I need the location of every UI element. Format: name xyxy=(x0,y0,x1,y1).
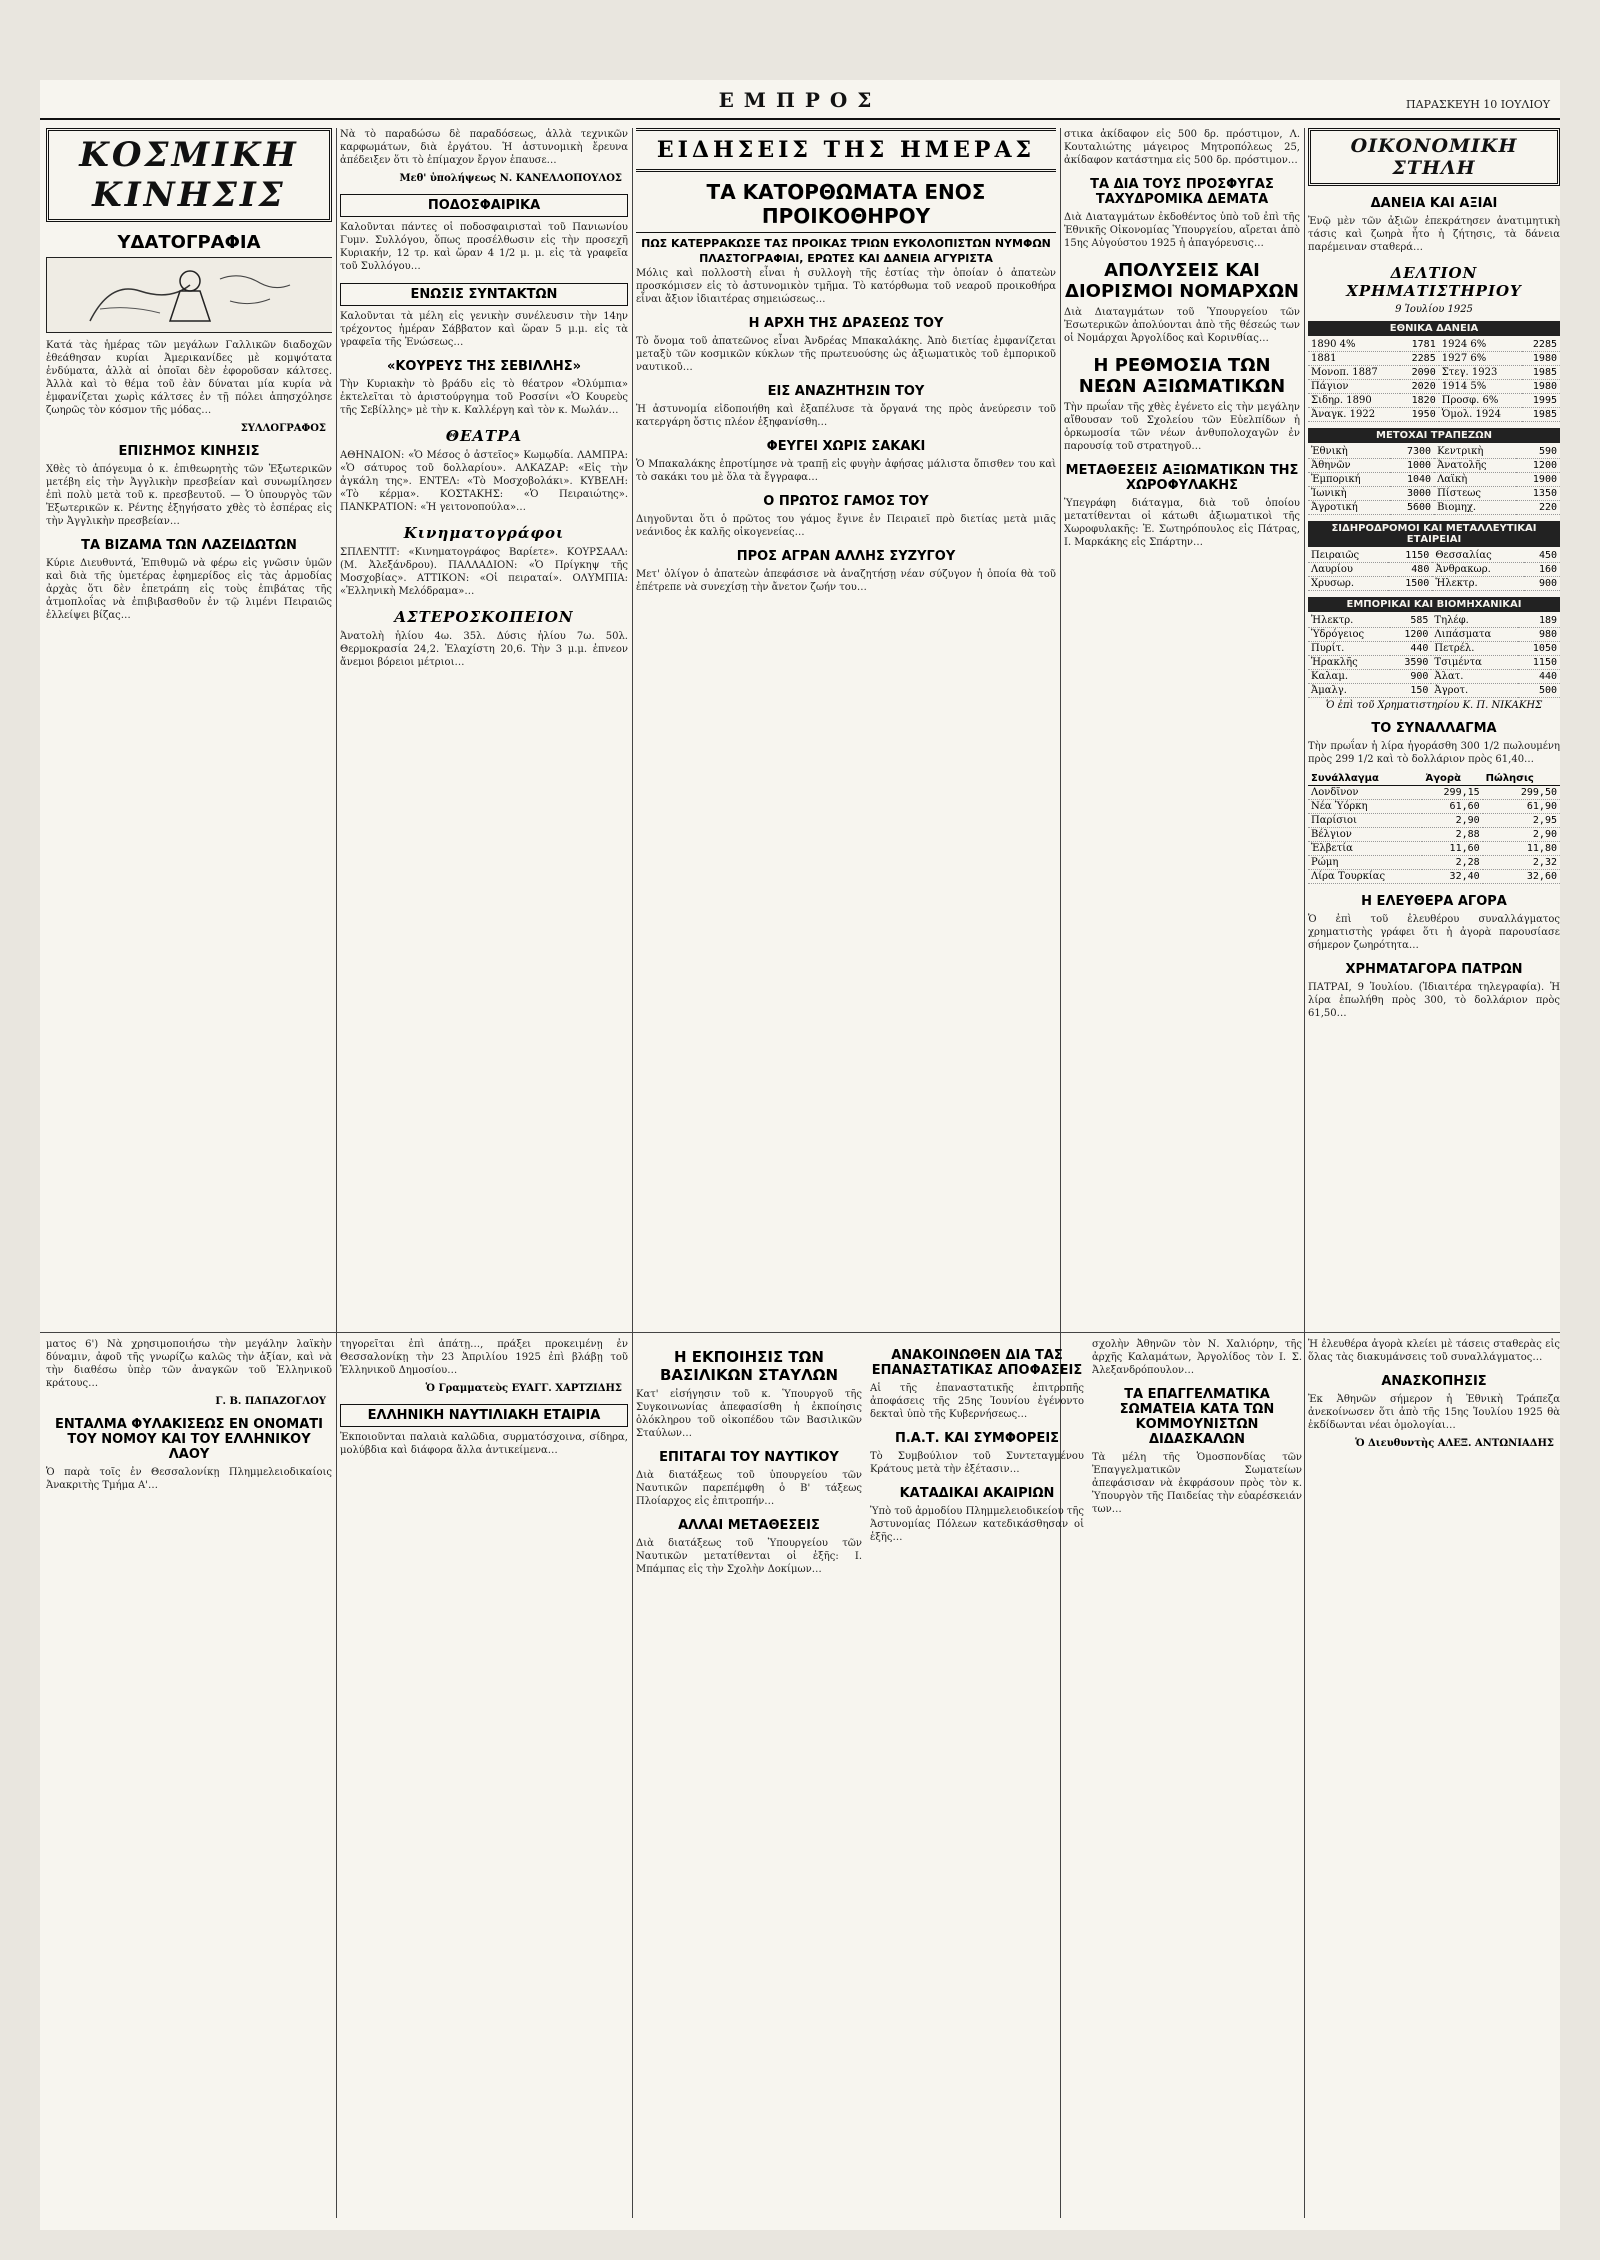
table-cell: 2,95 xyxy=(1483,814,1560,828)
table-cell: Ὑδρόγειος xyxy=(1308,628,1390,642)
bottom-column-3 xyxy=(636,1338,862,2218)
article-body: Κατά τὰς ἡμέρας τῶν μεγάλων Γαλλικῶν διαδοχῶν ἐθεάθησαν κυρίαι Ἀμερικανίδες μὲ κομψότατα ἐνδύματα, ἀλλὰ αἱ ὁποῖαι δὲν ἐφοροῦσαν κάλτσες. Ἀλλὰ καὶ τὸ θέμα τοῦ ἐὰν δύναται μία κυρία νὰ ἐμφανίζεται χωρὶς κάλτσες ἐν τῇ πόλει ἀπησχόλησε ζωηρῶς τὸν κόσμον τῆς μόδας… xyxy=(46,340,332,416)
table-label: ΜΕΤΟΧΑΙ ΤΡΑΠΕΖΩΝ xyxy=(1308,428,1560,443)
article-body: Ἀνατολὴ ἡλίου 4ω. 35λ. Δύσις ἡλίου 7ω. 50λ. Θερμοκρασία 24,2. Ἐλαχίστη 20,6. Τὴν 3 μ.μ. ἐπνεον ἄνεμοι βόρειοι μέτριοι… xyxy=(340,631,628,668)
bottom-column-2 xyxy=(340,1338,628,2218)
article-title: ΕΝΤΑΛΜΑ ΦΥΛΑΚΙΣΕΩΣ ΕΝ ΟΝΟΜΑΤΙ ΤΟΥ ΝΟΜΟΥ ΚΑΙ ΤΟΥ ΕΛΛΗΝΙΚΟΥ ΛΑΟΥ xyxy=(55,1417,323,1462)
table-cell: Σιδηρ. 1890 xyxy=(1308,394,1400,408)
table-cell: 160 xyxy=(1524,563,1560,577)
article-body: ΑΘΗΝΑΙΟΝ: «Ὁ Μέσος ὁ ἀστεῖος» Κωμῳδία. ΛΑΜΠΡΑ: «Ὁ σάτυρος τοῦ δολλαρίου». ΑΛΚΑΖΑΡ: «Εἰς τὴν ἀγκάλη της». ΕΝΤΕΛ: «Τὸ Μοσχοβολάκι». ΚΥΒΕΛΗ: «Τὸ κέρμα». ΚΟΣΤΑΚΗΣ: «Ὁ Πειραιώτης». ΠΑΝΚΡΑΤΙΟΝ: «Ἡ γειτονοπούλα»… xyxy=(340,450,628,513)
table-cell: 440 xyxy=(1390,642,1432,656)
table-cell: Ἀλατ. xyxy=(1431,670,1518,684)
stock-table-railways xyxy=(1308,549,1560,591)
table-cell: 480 xyxy=(1388,563,1432,577)
article-title: ΤΟ ΣΥΝΑΛΛΑΓΜΑ xyxy=(1371,721,1497,736)
article-body: Χθὲς τὸ ἀπόγευμα ὁ κ. ἐπιθεωρητὴς τῶν Ἐξωτερικῶν μετέβη εἰς τὴν Ἀγγλικὴν πρεσβείαν καὶ συνωμίλησεν ἐπὶ πολὺ μετὰ τοῦ κ. πρεσβευτοῦ. — Ὁ ὑπουργὸς τῶν Ἐξωτερικῶν κ. Ρέντης ἐξηγήσατο χθὲς τὸ ἑσπέρας εἰς τὴν Ἀγγλικὴν πρεσβείαν… xyxy=(46,464,332,527)
table-cell: Παρίσιοι xyxy=(1308,814,1422,828)
fold-rule xyxy=(40,1332,1560,1333)
article-body: Αἱ τῆς ἐπαναστατικῆς ἐπιτροπῆς ἀποφάσεις τῆς 25ης Ἰουνίου ἐγένοντο δεκταὶ ὑπὸ τῆς Κυβερνήσεως… xyxy=(870,1383,1084,1420)
table-cell: 980 xyxy=(1518,628,1560,642)
table-cell: Τηλέφ. xyxy=(1431,614,1518,628)
table-cell: Προσφ. 6% xyxy=(1439,394,1522,408)
table-label: ΕΜΠΟΡΙΚΑΙ ΚΑΙ ΒΙΟΜΗΧΑΝΙΚΑΙ xyxy=(1308,597,1560,612)
table-cell: 1150 xyxy=(1518,656,1560,670)
column-rule xyxy=(632,128,633,2218)
table-cell: Ἰωνικὴ xyxy=(1308,487,1390,501)
table-cell: 2090 xyxy=(1400,366,1438,380)
article-body: Τὴν πρωΐαν ἡ λίρα ἠγοράσθη 300 1/2 πωλουμένη πρὸς 299 1/2 καὶ τὸ δολλάριον πρὸς 61,40… xyxy=(1308,741,1560,765)
column-government xyxy=(1064,128,1300,1330)
column-financial xyxy=(1308,128,1560,1330)
column-society xyxy=(46,128,332,1330)
table-cell: 1995 xyxy=(1522,394,1560,408)
article-body: Ὁ Μπακαλάκης ἐπροτίμησε νὰ τραπῇ εἰς φυγὴν ἀφήσας μάλιστα ὄπισθεν του καὶ τὸ σακάκι του μὲ ὅλα τὰ ἔγγραφα… xyxy=(636,459,1056,483)
table-cell: 585 xyxy=(1390,614,1432,628)
table-cell: 32,40 xyxy=(1422,870,1482,884)
article-body: Καλοῦνται πάντες οἱ ποδοσφαιρισταὶ τοῦ Πανιωνίου Γυμν. Συλλόγου, ὅπως προσέλθωσιν εἰς τὴν προσεχῆ Κυριακήν, 12 τρ. καὶ ὥραν 4 1/2 μ. μ. εἰς τὰ γραφεῖα τοῦ Συλλόγου… xyxy=(340,222,628,272)
bulletin-note: Ὁ ἐπὶ τοῦ Χρηματιστηρίου Κ. Π. ΝΙΚΑΚΗΣ xyxy=(1325,700,1543,711)
table-row xyxy=(1308,828,1560,842)
article-body: στικα ἀκίδαφον εἰς 500 δρ. πρόστιμον, Λ. Κουταλιώτης μάγειρος Μητροπόλεως 25, ἀκίδαφον κατάστημα εἰς 500 δρ. πρόστιμον… xyxy=(1064,129,1300,166)
article-title: «ΚΟΥΡΕΥΣ ΤΗΣ ΣΕΒΙΛΛΗΣ» xyxy=(386,359,582,374)
table-row xyxy=(1308,856,1560,870)
table-row xyxy=(1308,338,1560,352)
newspaper-page xyxy=(40,80,1560,2230)
article-title: ΥΔΑΤΟΓΡΑΦΙΑ xyxy=(117,232,261,253)
article-body: Τὴν Κυριακὴν τὸ βράδυ εἰς τὸ θέατρον «Ὀλύμπια» ἐκτελεῖται τὸ ἀριστούργημα τοῦ Ροσσίνι «Ὁ Κουρεὺς τῆς Σεβίλλης» μὲ τὴν κ. Καλλέργη καὶ τὸν κ. Μωλάν… xyxy=(340,379,628,416)
table-label: ΣΙΔΗΡΟΔΡΟΜΟΙ ΚΑΙ ΜΕΤΑΛΛΕΥΤΙΚΑΙ ΕΤΑΙΡΕΙΑΙ xyxy=(1308,521,1560,547)
article-body: Διὰ διατάξεως τοῦ Ὑπουργείου τῶν Ναυτικῶν μετατίθενται οἱ ἑξῆς: Ι. Μπάμπας εἰς τὴν Σχολὴν Δοκίμων… xyxy=(636,1538,862,1575)
article-body: Τὰ μέλη τῆς Ὁμοσπονδίας τῶν Ἐπαγγελματικῶν Σωματείων ἀπεφάσισαν νὰ ἐκφράσουν πρὸς τὸν κ. Ὑπουργὸν τῆς Παιδείας τὴν εὐαρέσκειάν των… xyxy=(1092,1452,1302,1515)
table-cell: Κεντρικὴ xyxy=(1434,445,1516,459)
table-row xyxy=(1308,786,1560,800)
stock-table-loans xyxy=(1308,338,1560,422)
table-cell: 1500 xyxy=(1388,577,1432,591)
article-title: ΑΣΤΕΡΟΣΚΟΠΕΙΟΝ xyxy=(394,608,574,626)
table-cell: Πυρίτ. xyxy=(1308,642,1390,656)
table-cell: Πειραιῶς xyxy=(1308,549,1388,563)
article-title: ΘΕΑΤΡΑ xyxy=(445,427,523,445)
table-cell: 500 xyxy=(1518,684,1560,698)
table-cell: 1950 xyxy=(1400,408,1438,422)
table-cell: Πάγιον xyxy=(1308,380,1400,394)
masthead-rule xyxy=(40,118,1560,120)
article-body: Μετ' ὀλίγον ὁ ἀπατεὼν ἀπεφάσισε νὰ ἀναζητήσῃ νέαν σύζυγον ἡ ὁποία θὰ τοῦ ἐπέτρεπε νὰ συνεχίσῃ τὴν ἄνετον ζωήν του… xyxy=(636,569,1056,593)
article-body: Νὰ τὸ παραδώσω δὲ παραδόσεως, ἀλλὰ τεχνικῶν καρφωμάτων, διὰ ἐργάτου. Ἡ ἀστυνομικὴ ἔρευνα ἀπέδειξεν ὅτι τὸ ἐπίμαχον ἔργον ἐπαυσε… xyxy=(340,129,628,166)
bottom-column-5 xyxy=(1092,1338,1302,2218)
table-cell: Ἀναγκ. 1922 xyxy=(1308,408,1400,422)
table-cell: 1350 xyxy=(1516,487,1560,501)
article-body: Καλοῦνται τὰ μέλη εἰς γενικὴν συνέλευσιν τὴν 14ην τρέχοντος ἡμέραν Σάββατον καὶ ὥραν 5 μ.μ. εἰς τὰ γραφεῖα τῆς Ἑνώσεως… xyxy=(340,311,628,348)
column-news xyxy=(636,128,1056,1330)
lead-deck: ΠΩΣ ΚΑΤΕΡΡΑΚΩΣΕ ΤΑΣ ΠΡΟΙΚΑΣ ΤΡΙΩΝ ΕΥΚΟΛΟΠΙΣΤΩΝ ΝΥΜΦΩΝ xyxy=(641,237,1051,250)
article-signature: Γ. Β. ΠΑΠΑΖΟΓΛΟΥ xyxy=(215,1396,326,1407)
article-subhead: ΦΕΥΓΕΙ ΧΩΡΙΣ ΣΑΚΑΚΙ xyxy=(766,439,926,454)
article-subhead: ΑΛΛΑΙ ΜΕΤΑΘΕΣΕΙΣ xyxy=(678,1518,820,1533)
article-body: Τὴν πρωΐαν τῆς χθὲς ἐγένετο εἰς τὴν μεγάλην αἴθουσαν τοῦ Σχολείου τῶν Εὐελπίδων ἡ ὁρκωμοσία τῶν νέων ἀνθυπολοχαγῶν ἐν παρουσίᾳ τοῦ στρατηγοῦ… xyxy=(1064,402,1300,452)
table-row xyxy=(1308,642,1560,656)
table-header: Πώλησις xyxy=(1483,772,1560,786)
table-cell: Ἀνατολῆς xyxy=(1434,459,1516,473)
article-title: ΤΑ ΔΙΑ ΤΟΥΣ ΠΡΟΣΦΥΓΑΣ ΤΑΧΥΔΡΟΜΙΚΑ ΔΕΜΑΤΑ xyxy=(1090,177,1274,207)
table-cell: 1980 xyxy=(1522,352,1560,366)
article-body: Διὰ Διαταγμάτων τοῦ Ὑπουργείου τῶν Ἐσωτερικῶν ἀπολύονται ἀπὸ τῆς θέσεώς των οἱ Νομάρχαι Ἀργολίδος καὶ Κορινθίας… xyxy=(1064,307,1300,344)
table-cell: Λιπάσματα xyxy=(1431,628,1518,642)
table-cell: 1150 xyxy=(1388,549,1432,563)
article-body: Κύριε Διευθυντά, Ἐπιθυμῶ νὰ φέρω εἰς γνῶσιν ὑμῶν καὶ διὰ τῆς ὑμετέρας ἐφημερίδος εἰς τὰς ἁρμοδίας ἀρχὰς ὅτι δὲν ἐπετράπη εἰς τοὺς ἐπιβάτας τῆς ἀτμοπλοΐας νὰ ἐπιβιβασθοῦν ἐν τῷ λιμένι Πειραιῶς ἐλλείψει βίζας… xyxy=(46,558,332,621)
article-body: Ὁ ἐπὶ τοῦ ἐλευθέρου συναλλάγματος χρηματιστὴς γράφει ὅτι ἡ ἀγορὰ παρουσίασε σήμερον ζωηρότητα… xyxy=(1308,914,1560,951)
article-body: Ἐνῷ μὲν τῶν ἀξιῶν ἐπεκράτησεν ἀνατιμητικὴ τάσις καὶ ζωηρὰ ἦτο ἡ ζήτησις, τὰ δάνεια παρέμειναν σταθερά… xyxy=(1308,216,1560,253)
table-cell: Θεσσαλίας xyxy=(1432,549,1524,563)
table-row xyxy=(1308,670,1560,684)
table-cell: 11,60 xyxy=(1422,842,1482,856)
article-body: Τὸ Συμβούλιον τοῦ Συντεταγμένου Κράτους μετὰ τὴν ἐξέτασιν… xyxy=(870,1451,1084,1475)
table-cell: 1985 xyxy=(1522,366,1560,380)
article-body: Τὸ ὄνομα τοῦ ἀπατεῶνος εἶναι Ἀνδρέας Μπακαλάκης. Ἀπὸ διετίας ἐμφανίζεται μεταξὺ τῶν κοσμικῶν κύκλων τῆς πρωτευούσης ὡς ἀξιωματικὸς τοῦ ἐμπορικοῦ ναυτικοῦ… xyxy=(636,336,1056,373)
table-cell: 2,32 xyxy=(1483,856,1560,870)
table-cell: Ἐθνικὴ xyxy=(1308,445,1390,459)
table-cell: 900 xyxy=(1390,670,1432,684)
table-row xyxy=(1308,408,1560,422)
table-cell: 189 xyxy=(1518,614,1560,628)
column-rule xyxy=(336,128,337,2218)
article-signature: Μεθ' ὑπολήψεως Ν. ΚΑΝΕΛΛΟΠΟΥΛΟΣ xyxy=(399,173,622,184)
article-body: Ὁ παρὰ τοῖς ἐν Θεσσαλονίκῃ Πλημμελειοδικαίοις Ἀνακριτὴς Τμήμα Α'… xyxy=(46,1467,332,1491)
table-cell: 2020 xyxy=(1400,380,1438,394)
newspaper-title: ΕΜΠΡΟΣ xyxy=(718,88,882,112)
section-banner-financial: ΟΙΚΟΝΟΜΙΚΗ ΣΤΗΛΗ xyxy=(1308,128,1560,186)
article-body: Κατ' εἰσήγησιν τοῦ κ. Ὑπουργοῦ τῆς Συγκοινωνίας ἀπεφασίσθη ἡ ἐκποίησις ὁλόκληρου τοῦ οἰκοπέδου τῶν Βασιλικῶν Σταύλων… xyxy=(636,1389,862,1439)
article-title: ΕΠΙΣΗΜΟΣ ΚΙΝΗΣΙΣ xyxy=(118,444,260,459)
table-row xyxy=(1308,814,1560,828)
article-title: Η ΕΛΕΥΘΕΡΑ ΑΓΟΡΑ xyxy=(1361,894,1507,909)
table-cell: Βιομηχ. xyxy=(1434,501,1516,515)
table-row xyxy=(1308,800,1560,814)
table-cell: 440 xyxy=(1518,670,1560,684)
article-title: ΔΑΝΕΙΑ ΚΑΙ ΑΞΙΑΙ xyxy=(1370,196,1498,211)
article-title: ΜΕΤΑΘΕΣΕΙΣ ΑΞΙΩΜΑΤΙΚΩΝ ΤΗΣ ΧΩΡΟΦΥΛΑΚΗΣ xyxy=(1065,463,1299,493)
article-subhead: Π.Α.Τ. ΚΑΙ ΣΥΜΦΟΡΕΙΣ xyxy=(894,1431,1060,1446)
article-title: ΕΝΩΣΙΣ ΣΥΝΤΑΚΤΩΝ xyxy=(340,283,628,306)
table-row xyxy=(1308,563,1560,577)
table-cell: 450 xyxy=(1524,549,1560,563)
table-row xyxy=(1308,656,1560,670)
column-announcements xyxy=(340,128,628,1330)
table-cell: Ἐμπορική xyxy=(1308,473,1390,487)
table-label: ΕΘΝΙΚΑ ΔΑΝΕΙΑ xyxy=(1308,321,1560,336)
table-cell: 2,90 xyxy=(1483,828,1560,842)
table-cell: Βέλγιον xyxy=(1308,828,1422,842)
article-body: Ἡ ἐλευθέρα ἀγορὰ κλείει μὲ τάσεις σταθερὰς εἰς ὅλας τὰς διακυμάνσεις τοῦ συναλλάγματος… xyxy=(1308,1339,1560,1363)
illustration-woman-pouring xyxy=(46,257,332,333)
article-title: ΤΑ ΕΠΑΓΓΕΛΜΑΤΙΚΑ ΣΩΜΑΤΕΙΑ ΚΑΤΑ ΤΩΝ ΚΟΜΜΟΥΝΙΣΤΩΝ ΔΙΔΑΣΚΑΛΩΝ xyxy=(1119,1387,1275,1447)
table-cell: Πετρέλ. xyxy=(1431,642,1518,656)
article-subhead: ΚΑΤΑΔΙΚΑΙ ΑΚΑΙΡΙΩΝ xyxy=(899,1486,1055,1501)
table-row xyxy=(1308,628,1560,642)
article-signature: Ὁ Διευθυντὴς ΑΛΕΞ. ΑΝΤΩΝΙΑΔΗΣ xyxy=(1355,1438,1554,1449)
article-subhead: ΕΙΣ ΑΝΑΖΗΤΗΣΙΝ ΤΟΥ xyxy=(767,384,925,399)
table-cell: 900 xyxy=(1524,577,1560,591)
table-row xyxy=(1308,352,1560,366)
table-cell: 1000 xyxy=(1390,459,1434,473)
table-row xyxy=(1308,445,1560,459)
article-body: ΠΑΤΡΑΙ, 9 Ἰουλίου. (Ἰδιαιτέρα τηλεγραφία). Ἡ λίρα ἐπωλήθη πρὸς 300, τὸ δολλάριον πρὸς 61,50… xyxy=(1308,982,1560,1019)
table-row xyxy=(1308,842,1560,856)
table-row xyxy=(1308,614,1560,628)
table-cell: Νέα Ὑόρκη xyxy=(1308,800,1422,814)
stock-table-industrial xyxy=(1308,614,1560,698)
table-cell: Λονδῖνον xyxy=(1308,786,1422,800)
woman-illustration-icon xyxy=(70,261,310,329)
table-cell: 61,90 xyxy=(1483,800,1560,814)
table-cell: 1200 xyxy=(1516,459,1560,473)
table-cell: Ἠλεκτρ. xyxy=(1308,614,1390,628)
table-cell: 3000 xyxy=(1390,487,1434,501)
table-cell: 11,80 xyxy=(1483,842,1560,856)
section-banner-society: ΚΟΣΜΙΚΗ ΚΙΝΗΣΙΣ xyxy=(46,128,332,222)
table-cell: Ἡρακλῆς xyxy=(1308,656,1390,670)
table-cell: 1980 xyxy=(1522,380,1560,394)
lead-headline: ΤΑ ΚΑΤΟΡΘΩΜΑΤΑ ΕΝΟΣ ΠΡΟΙΚΟΘΗΡΟΥ xyxy=(636,180,1056,233)
table-cell: Ἀνθρακωρ. xyxy=(1432,563,1524,577)
table-row xyxy=(1308,549,1560,563)
article-body: Διηγοῦνται ὅτι ὁ πρῶτος του γάμος ἔγινε ἐν Πειραιεῖ πρὸ διετίας μετὰ μιᾶς νεάνιδος ἐκ καλῆς οἰκογενείας… xyxy=(636,514,1056,538)
table-row xyxy=(1308,380,1560,394)
article-title: ΕΛΛΗΝΙΚΗ ΝΑΥΤΙΛΙΑΚΗ ΕΤΑΙΡΙΑ xyxy=(340,1404,628,1427)
bottom-column-6 xyxy=(1308,1338,1560,2218)
article-title: ΤΑ ΒΙΖΑΜΑ ΤΩΝ ΛΑΖΕΙΔΩΤΩΝ xyxy=(81,538,297,553)
table-header: Ἀγορὰ xyxy=(1422,772,1482,786)
table-cell: 1890 4% xyxy=(1308,338,1400,352)
table-cell: 590 xyxy=(1516,445,1560,459)
table-cell: Ἡλεκτρ. xyxy=(1432,577,1524,591)
article-body: Μόλις καὶ πολλοστὴ εἶναι ἡ συλλογὴ τῆς ἐστίας τὴν ὁποίαν ὁ ἀπατεὼν προσκόμισεν εἰς τὸ ἀστυνομικὸν τμῆμα. Τὸ κατόρθωμα τοῦ νεαροῦ προικοθήρα εἶναι ἄξιον ἰδιαιτέρας σημειώσεως… xyxy=(636,268,1056,305)
exchange-table xyxy=(1308,772,1560,884)
table-cell: Καλαμ. xyxy=(1308,670,1390,684)
table-cell: 2,28 xyxy=(1422,856,1482,870)
table-row xyxy=(1308,501,1560,515)
table-cell: Μονοπ. 1887 xyxy=(1308,366,1400,380)
table-cell: 5600 xyxy=(1390,501,1434,515)
article-body: Ἡ ἀστυνομία εἰδοποιήθη καὶ ἐξαπέλυσε τὰ ὄργανά της πρὸς ἀνεύρεσιν τοῦ κατεργάρη ὅστις πλέον ἐξηφανίσθη… xyxy=(636,404,1056,428)
table-cell: 32,60 xyxy=(1483,870,1560,884)
table-cell: 1881 xyxy=(1308,352,1400,366)
article-subhead: ΕΠΙΤΑΓΑΙ ΤΟΥ ΝΑΥΤΙΚΟΥ xyxy=(659,1450,839,1465)
table-cell: 2,88 xyxy=(1422,828,1482,842)
article-body: ματος 6') Νὰ χρησιμοποιήσω τὴν μεγάλην λαϊκὴν δύναμιν, ἀφοῦ τῆς γνωρίζω καλῶς τὴν ἀξίαν, καὶ νὰ τὴν διαθέσω ὑπὲρ τῶν ἀναγκῶν τοῦ Ἑλληνικοῦ κράτους… xyxy=(46,1339,332,1389)
article-body: Ὑπὸ τοῦ ἀρμοδίου Πλημμελειοδικείου τῆς Ἀστυνομίας Πόλεων κατεδικάσθησαν οἱ ἑξῆς… xyxy=(870,1506,1084,1543)
table-row xyxy=(1308,684,1560,698)
article-title: ΧΡΗΜΑΤΑΓΟΡΑ ΠΑΤΡΩΝ xyxy=(1345,962,1523,977)
article-subhead: Η ΑΡΧΗ ΤΗΣ ΔΡΑΣΕΩΣ ΤΟΥ xyxy=(748,316,944,331)
article-body: ΣΠΛΕΝΤΙΤ: «Κινηματογράφος Βαρίετε». ΚΟΥΡΣΑΑΛ: (Μ. Ἀλεξάνδρου). ΠΑΛΛΑΔΙΟΝ: «Ὁ Πρίγκηψ τῆς Μοσχοβίας». ΑΤΤΙΚΟΝ: «Οἱ πειραταί». ΟΛΥΜΠΙΑ: «Ἑλληνικὴ Μελόδραμα»… xyxy=(340,547,628,597)
column-rule xyxy=(1304,128,1305,2218)
bulletin-date: 9 Ἰουλίου 1925 xyxy=(1395,304,1473,315)
article-title: Κινηματογράφοι xyxy=(403,524,565,542)
table-cell: 150 xyxy=(1390,684,1432,698)
table-cell: Ἀγροτ. xyxy=(1431,684,1518,698)
article-body: Ὑπεγράφη διάταγμα, διὰ τοῦ ὁποίου μετατίθενται οἱ κάτωθι ἀξιωματικοὶ τῆς Χωροφυλακῆς: Ἐ. Σωτηρόπουλος εἰς Πάτρας, Ι. Μαρκάκης εἰς Σπάρτην… xyxy=(1064,498,1300,548)
article-subhead: Ο ΠΡΩΤΟΣ ΓΑΜΟΣ ΤΟΥ xyxy=(763,494,929,509)
table-row xyxy=(1308,870,1560,884)
table-row xyxy=(1308,473,1560,487)
article-body: Ἐκ Ἀθηνῶν σήμερον ἡ Ἐθνικὴ Τράπεζα ἀνεκοίνωσεν ὅτι ἀπὸ τῆς 15ης Ἰουλίου 1925 θὰ ἐκδίδωνται νέαι ὁμολογίαι… xyxy=(1308,1394,1560,1431)
bottom-column-1 xyxy=(46,1338,332,2218)
table-cell: 299,50 xyxy=(1483,786,1560,800)
table-cell: 1924 6% xyxy=(1439,338,1522,352)
table-cell: 3590 xyxy=(1390,656,1432,670)
table-cell: 1820 xyxy=(1400,394,1438,408)
table-cell: Ἑλβετία xyxy=(1308,842,1422,856)
article-signature: ΣΥΛΛΟΓΡΑΦΟΣ xyxy=(240,423,326,434)
article-title: Η ΕΚΠΟΙΗΣΙΣ ΤΩΝ ΒΑΣΙΛΙΚΩΝ ΣΤΑΥΛΩΝ xyxy=(659,1348,839,1384)
article-title: ΑΝΑΚΟΙΝΩΘΕΝ ΔΙΑ ΤΑΣ ΕΠΑΝΑΣΤΑΤΙΚΑΣ ΑΠΟΦΑΣΕΙΣ xyxy=(871,1348,1083,1378)
table-cell: Ρώμη xyxy=(1308,856,1422,870)
table-row xyxy=(1308,459,1560,473)
table-cell: Ἀγροτική xyxy=(1308,501,1390,515)
table-row xyxy=(1308,487,1560,501)
table-cell: Στεγ. 1923 xyxy=(1439,366,1522,380)
table-cell: 220 xyxy=(1516,501,1560,515)
table-cell: 7300 xyxy=(1390,445,1434,459)
issue-date: ΠΑΡΑΣΚΕΥΗ 10 ΙΟΥΛΙΟΥ xyxy=(1406,98,1550,111)
table-cell: 1781 xyxy=(1400,338,1438,352)
table-row xyxy=(1308,394,1560,408)
table-row xyxy=(1308,366,1560,380)
table-cell: Τσιμέντα xyxy=(1431,656,1518,670)
table-cell: 2,90 xyxy=(1422,814,1482,828)
table-cell: Λαϊκὴ xyxy=(1434,473,1516,487)
article-subhead: ΠΡΟΣ ΑΓΡΑΝ ΑΛΛΗΣ ΣΥΖΥΓΟΥ xyxy=(736,549,956,564)
article-title: ΔΕΛΤΙΟΝ ΧΡΗΜΑΤΙΣΤΗΡΙΟΥ xyxy=(1346,264,1522,300)
article-title: ΑΠΟΛΥΣΕΙΣ ΚΑΙ ΔΙΟΡΙΣΜΟΙ ΝΟΜΑΡΧΩΝ xyxy=(1065,260,1299,302)
table-cell: Χρυσωρ. xyxy=(1308,577,1388,591)
table-cell: Λίρα Τουρκίας xyxy=(1308,870,1422,884)
table-cell: 61,60 xyxy=(1422,800,1482,814)
stock-table-banks xyxy=(1308,445,1560,515)
table-cell: 2285 xyxy=(1522,338,1560,352)
article-body: Ἐκποιοῦνται παλαιὰ καλῶδια, συρματόσχοινα, σίδηρα, μολύβδια καὶ διάφορα ἄλλα ἀντικείμενα… xyxy=(340,1432,628,1456)
table-cell: 1050 xyxy=(1518,642,1560,656)
table-cell: Ἀθηνῶν xyxy=(1308,459,1390,473)
table-cell: 2285 xyxy=(1400,352,1438,366)
table-cell: 1040 xyxy=(1390,473,1434,487)
article-body: σχολὴν Ἀθηνῶν τὸν Ν. Χαλιόρην, τῆς ἀρχῆς Καλαμάτων, Ἀργολίδος τὸν Ι. Σ. Ἀλεξανδρόπουλον… xyxy=(1092,1339,1302,1376)
table-cell: Ὁμολ. 1924 xyxy=(1439,408,1522,422)
bottom-column-4 xyxy=(870,1338,1084,2218)
table-cell: 1927 6% xyxy=(1439,352,1522,366)
table-cell: 1900 xyxy=(1516,473,1560,487)
article-body: Διὰ Διαταγμάτων ἐκδοθέντος ὑπὸ τοῦ ἐπὶ τῆς Ἐθνικῆς Οἰκονομίας Ὑπουργείου, αἴρεται ἀπὸ 15ης Αὐγούστου 1925 ἡ ἀπαγόρευσις… xyxy=(1064,212,1300,249)
table-cell: Πίστεως xyxy=(1434,487,1516,501)
table-header: Συνάλλαγμα xyxy=(1308,772,1422,786)
table-cell: 299,15 xyxy=(1422,786,1482,800)
lead-deck: ΠΛΑΣΤΟΓΡΑΦΙΑΙ, ΕΡΩΤΕΣ ΚΑΙ ΔΑΝΕΙΑ ΑΓΥΡΙΣΤΑ xyxy=(699,252,993,265)
article-signature: Ὁ Γραμματεὺς ΕΥΑΓΓ. ΧΑΡΤΖΙΔΗΣ xyxy=(425,1383,622,1394)
article-title: ΠΟΔΟΣΦΑΙΡΙΚΑ xyxy=(340,194,628,217)
table-cell: 1985 xyxy=(1522,408,1560,422)
article-title: ΑΝΑΣΚΟΠΗΣΙΣ xyxy=(1381,1374,1487,1389)
article-body: τηγορεῖται ἐπὶ ἀπάτῃ…, πράξει προκειμένῃ ἐν Θεσσαλονίκῃ τὴν 23 Ἀπριλίου 1925 ἐπὶ βλάβῃ τοῦ Ἑλληνικοῦ Δημοσίου… xyxy=(340,1339,628,1376)
section-banner-news: ΕΙΔΗΣΕΙΣ ΤΗΣ ΗΜΕΡΑΣ xyxy=(636,128,1056,172)
table-cell: 1200 xyxy=(1390,628,1432,642)
table-cell: Ἀμαλγ. xyxy=(1308,684,1390,698)
masthead xyxy=(40,80,1560,120)
article-title: Η ΡΕΘΜΟΣΙΑ ΤΩΝ ΝΕΩΝ ΑΞΙΩΜΑΤΙΚΩΝ xyxy=(1078,355,1286,397)
table-cell: Λαυρίου xyxy=(1308,563,1388,577)
table-row xyxy=(1308,577,1560,591)
article-body: Διὰ διατάξεως τοῦ ὑπουργείου τῶν Ναυτικῶν παρεπέμφθη ὁ Β' τάξεως Πλοίαρχος εἰς ἐπιτροπήν… xyxy=(636,1470,862,1507)
table-cell: 1914 5% xyxy=(1439,380,1522,394)
